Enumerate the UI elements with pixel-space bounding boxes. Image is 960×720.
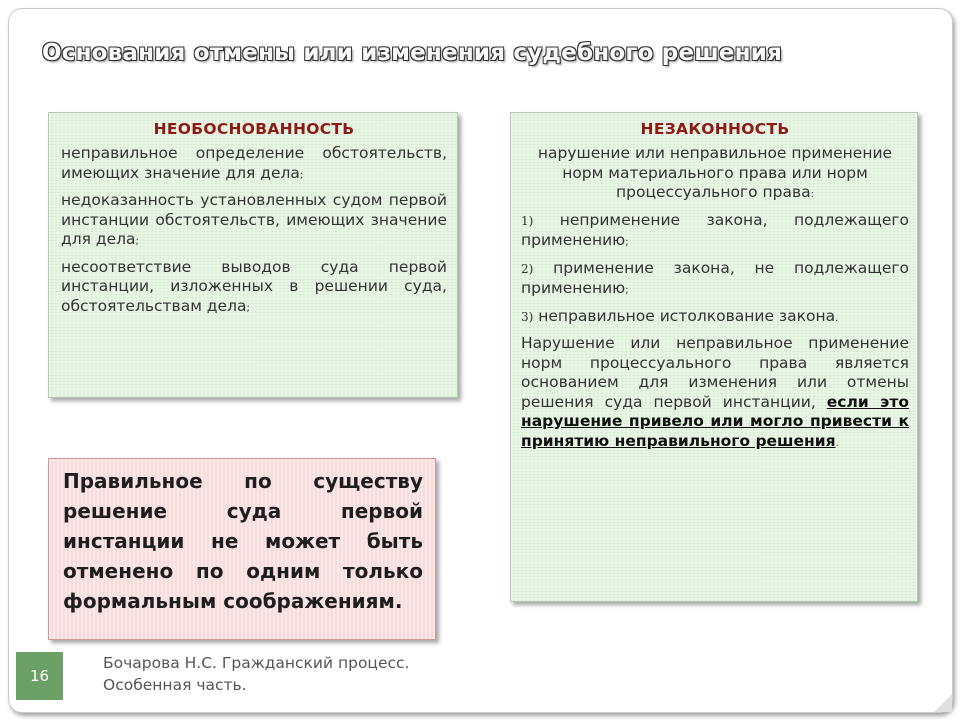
list-item bbox=[521, 259, 909, 301]
author-line-1: Бочарова Н.С. Гражданский процесс. bbox=[103, 654, 410, 672]
note-text: Нарушение или неправильное применение норм процессуального права является основанием для изменения или отмены решения суда первой инстанции, bbox=[521, 334, 909, 411]
list-item bbox=[61, 191, 447, 252]
illegality-heading: НЕЗАКОННОСТЬ bbox=[640, 120, 790, 138]
slide-title: Основания отмены или изменения судебного решения bbox=[42, 40, 783, 66]
intro-text: нарушение или неправильное применение норм материального права или норм процессуального права bbox=[537, 144, 893, 201]
list-item-text: применение закона, не подлежащего применению bbox=[521, 258, 909, 297]
list-item-separator: ; bbox=[625, 237, 629, 248]
illegality-intro bbox=[521, 144, 909, 205]
list-item-text: неправильное определение обстоятельств, имеющих значение для дела bbox=[61, 144, 447, 182]
list-number: 3) bbox=[521, 309, 534, 324]
list-item-text: несоответствие выводов суда первой инстанции, изложенных в решении суда, обстоятельствам дела bbox=[61, 257, 447, 315]
illegality-panel bbox=[510, 112, 918, 602]
list-item bbox=[61, 258, 447, 319]
note-emphasis: если это нарушение привело или могло привести к принятию неправильного решения bbox=[521, 392, 909, 450]
unfoundedness-panel bbox=[48, 112, 458, 398]
callout-text: Правильное по существу решение суда первой инстанции не может быть отменено по одним только формальным соображениям. bbox=[63, 469, 423, 613]
unfoundedness-heading: НЕОБОСНОВАННОСТЬ bbox=[153, 120, 355, 138]
list-item-text: недоказанность установленных судом первой инстанции обстоятельств, имеющих значение для дела bbox=[61, 191, 447, 248]
author-line-2: Особенная часть. bbox=[103, 676, 247, 694]
list-item-text: неправильное истолкование закона bbox=[538, 306, 836, 325]
list-item bbox=[521, 307, 909, 329]
list-item-separator: ; bbox=[625, 285, 629, 296]
list-item-separator: ; bbox=[246, 302, 250, 314]
list-number: 2) bbox=[521, 261, 534, 276]
list-item bbox=[61, 144, 447, 185]
procedural-note bbox=[521, 334, 909, 453]
note-period: . bbox=[835, 437, 839, 449]
list-item-separator: . bbox=[835, 312, 839, 324]
list-item-text: неприменение закона, подлежащего применению bbox=[521, 210, 909, 249]
author-citation bbox=[103, 652, 410, 696]
list-item bbox=[521, 211, 909, 253]
intro-colon: : bbox=[810, 189, 814, 200]
page-number: 16 bbox=[16, 652, 63, 700]
page-curl-decoration bbox=[934, 694, 952, 712]
list-number: 1) bbox=[521, 213, 534, 228]
list-item-separator: ; bbox=[135, 236, 139, 247]
list-item-separator: ; bbox=[299, 169, 304, 181]
formal-grounds-callout bbox=[48, 458, 436, 640]
